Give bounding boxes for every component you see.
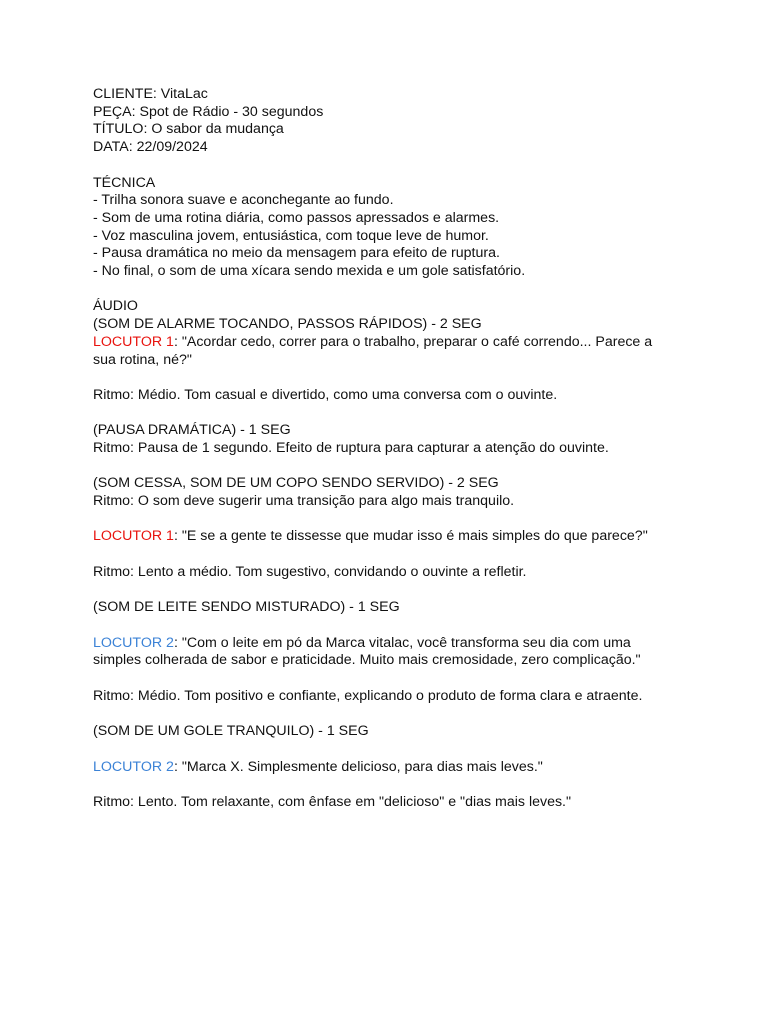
- title-line: TÍTULO: O sabor da mudança: [93, 121, 284, 138]
- speaker-label-locutor-2: LOCUTOR 2: [93, 634, 174, 651]
- technique-item: - No final, o som de uma xícara sendo mexida e um gole satisfatório.: [93, 263, 526, 280]
- sound-cue: (SOM DE UM GOLE TRANQUILO) - 1 SEG: [93, 723, 369, 740]
- spacer: [93, 369, 683, 387]
- speaker-label-locutor-1: LOCUTOR 1: [93, 528, 174, 545]
- speaker-dialogue-continued: simples colherada de sabor e praticidade. Muito mais cremosidade, zero complicação.": [93, 652, 641, 669]
- sound-cue: (SOM CESSA, SOM DE UM COPO SENDO SERVIDO) - 2 SEG: [93, 475, 499, 492]
- spacer: [93, 546, 683, 564]
- spacer: [93, 582, 683, 600]
- speaker-dialogue-continued: sua rotina, né?": [93, 351, 192, 368]
- spacer: [93, 741, 683, 759]
- speaker-dialogue: : "E se a gente te dissesse que mudar isso é mais simples do que parece?": [173, 528, 648, 545]
- spacer: [93, 157, 683, 175]
- rhythm-note: Ritmo: Lento. Tom relaxante, com ênfase em "delicioso" e "dias mais leves.": [93, 793, 572, 810]
- script-document: [93, 86, 683, 812]
- speaker-line: [93, 635, 683, 653]
- spacer: [93, 705, 683, 723]
- spacer: [93, 281, 683, 299]
- speaker-label-locutor-2: LOCUTOR 2: [93, 758, 174, 775]
- rhythm-note: Ritmo: Médio. Tom positivo e confiante, explicando o produto de forma clara e atraente.: [93, 687, 643, 704]
- client-line: CLIENTE: VitaLac: [93, 86, 208, 102]
- spacer: [93, 670, 683, 688]
- rhythm-note: Ritmo: Médio. Tom casual e divertido, como uma conversa com o ouvinte.: [93, 386, 558, 403]
- spacer: [93, 617, 683, 635]
- spacer: [93, 405, 683, 423]
- speaker-label-locutor-1: LOCUTOR 1: [93, 333, 174, 350]
- technique-item: - Pausa dramática no meio da mensagem para efeito de ruptura.: [93, 245, 500, 262]
- speaker-dialogue: : "Marca X. Simplesmente delicioso, para dias mais leves.": [173, 758, 543, 775]
- technique-item: - Som de uma rotina diária, como passos apressados e alarmes.: [93, 209, 500, 226]
- rhythm-note: Ritmo: O som deve sugerir uma transição para algo mais tranquilo.: [93, 493, 515, 510]
- speaker-dialogue: : "Com o leite em pó da Marca vitalac, você transforma seu dia com uma: [173, 634, 631, 651]
- speaker-line: [93, 528, 683, 546]
- sound-cue: (PAUSA DRAMÁTICA) - 1 SEG: [93, 422, 291, 439]
- audio-heading: ÁUDIO: [93, 298, 138, 315]
- spacer: [93, 776, 683, 794]
- speaker-line: [93, 334, 683, 352]
- technique-item: - Trilha sonora suave e aconchegante ao fundo.: [93, 192, 394, 209]
- rhythm-note: Ritmo: Pausa de 1 segundo. Efeito de ruptura para capturar a atenção do ouvinte.: [93, 440, 609, 456]
- technique-item: - Voz masculina jovem, entusiástica, com toque leve de humor.: [93, 227, 489, 244]
- rhythm-note: Ritmo: Lento a médio. Tom sugestivo, convidando o ouvinte a refletir.: [93, 563, 527, 580]
- spacer: [93, 511, 683, 529]
- speaker-dialogue: : "Acordar cedo, correr para o trabalho, preparar o café correndo... Parece a: [173, 333, 653, 350]
- speaker-line: [93, 759, 683, 777]
- piece-line: PEÇA: Spot de Rádio - 30 segundos: [93, 103, 324, 120]
- date-line: DATA: 22/09/2024: [93, 139, 208, 156]
- sound-cue: (SOM DE LEITE SENDO MISTURADO) - 1 SEG: [93, 599, 400, 616]
- spacer: [93, 458, 683, 476]
- sound-cue: (SOM DE ALARME TOCANDO, PASSOS RÁPIDOS) - 2 SEG: [93, 316, 482, 333]
- technique-heading: TÉCNICA: [93, 174, 156, 191]
